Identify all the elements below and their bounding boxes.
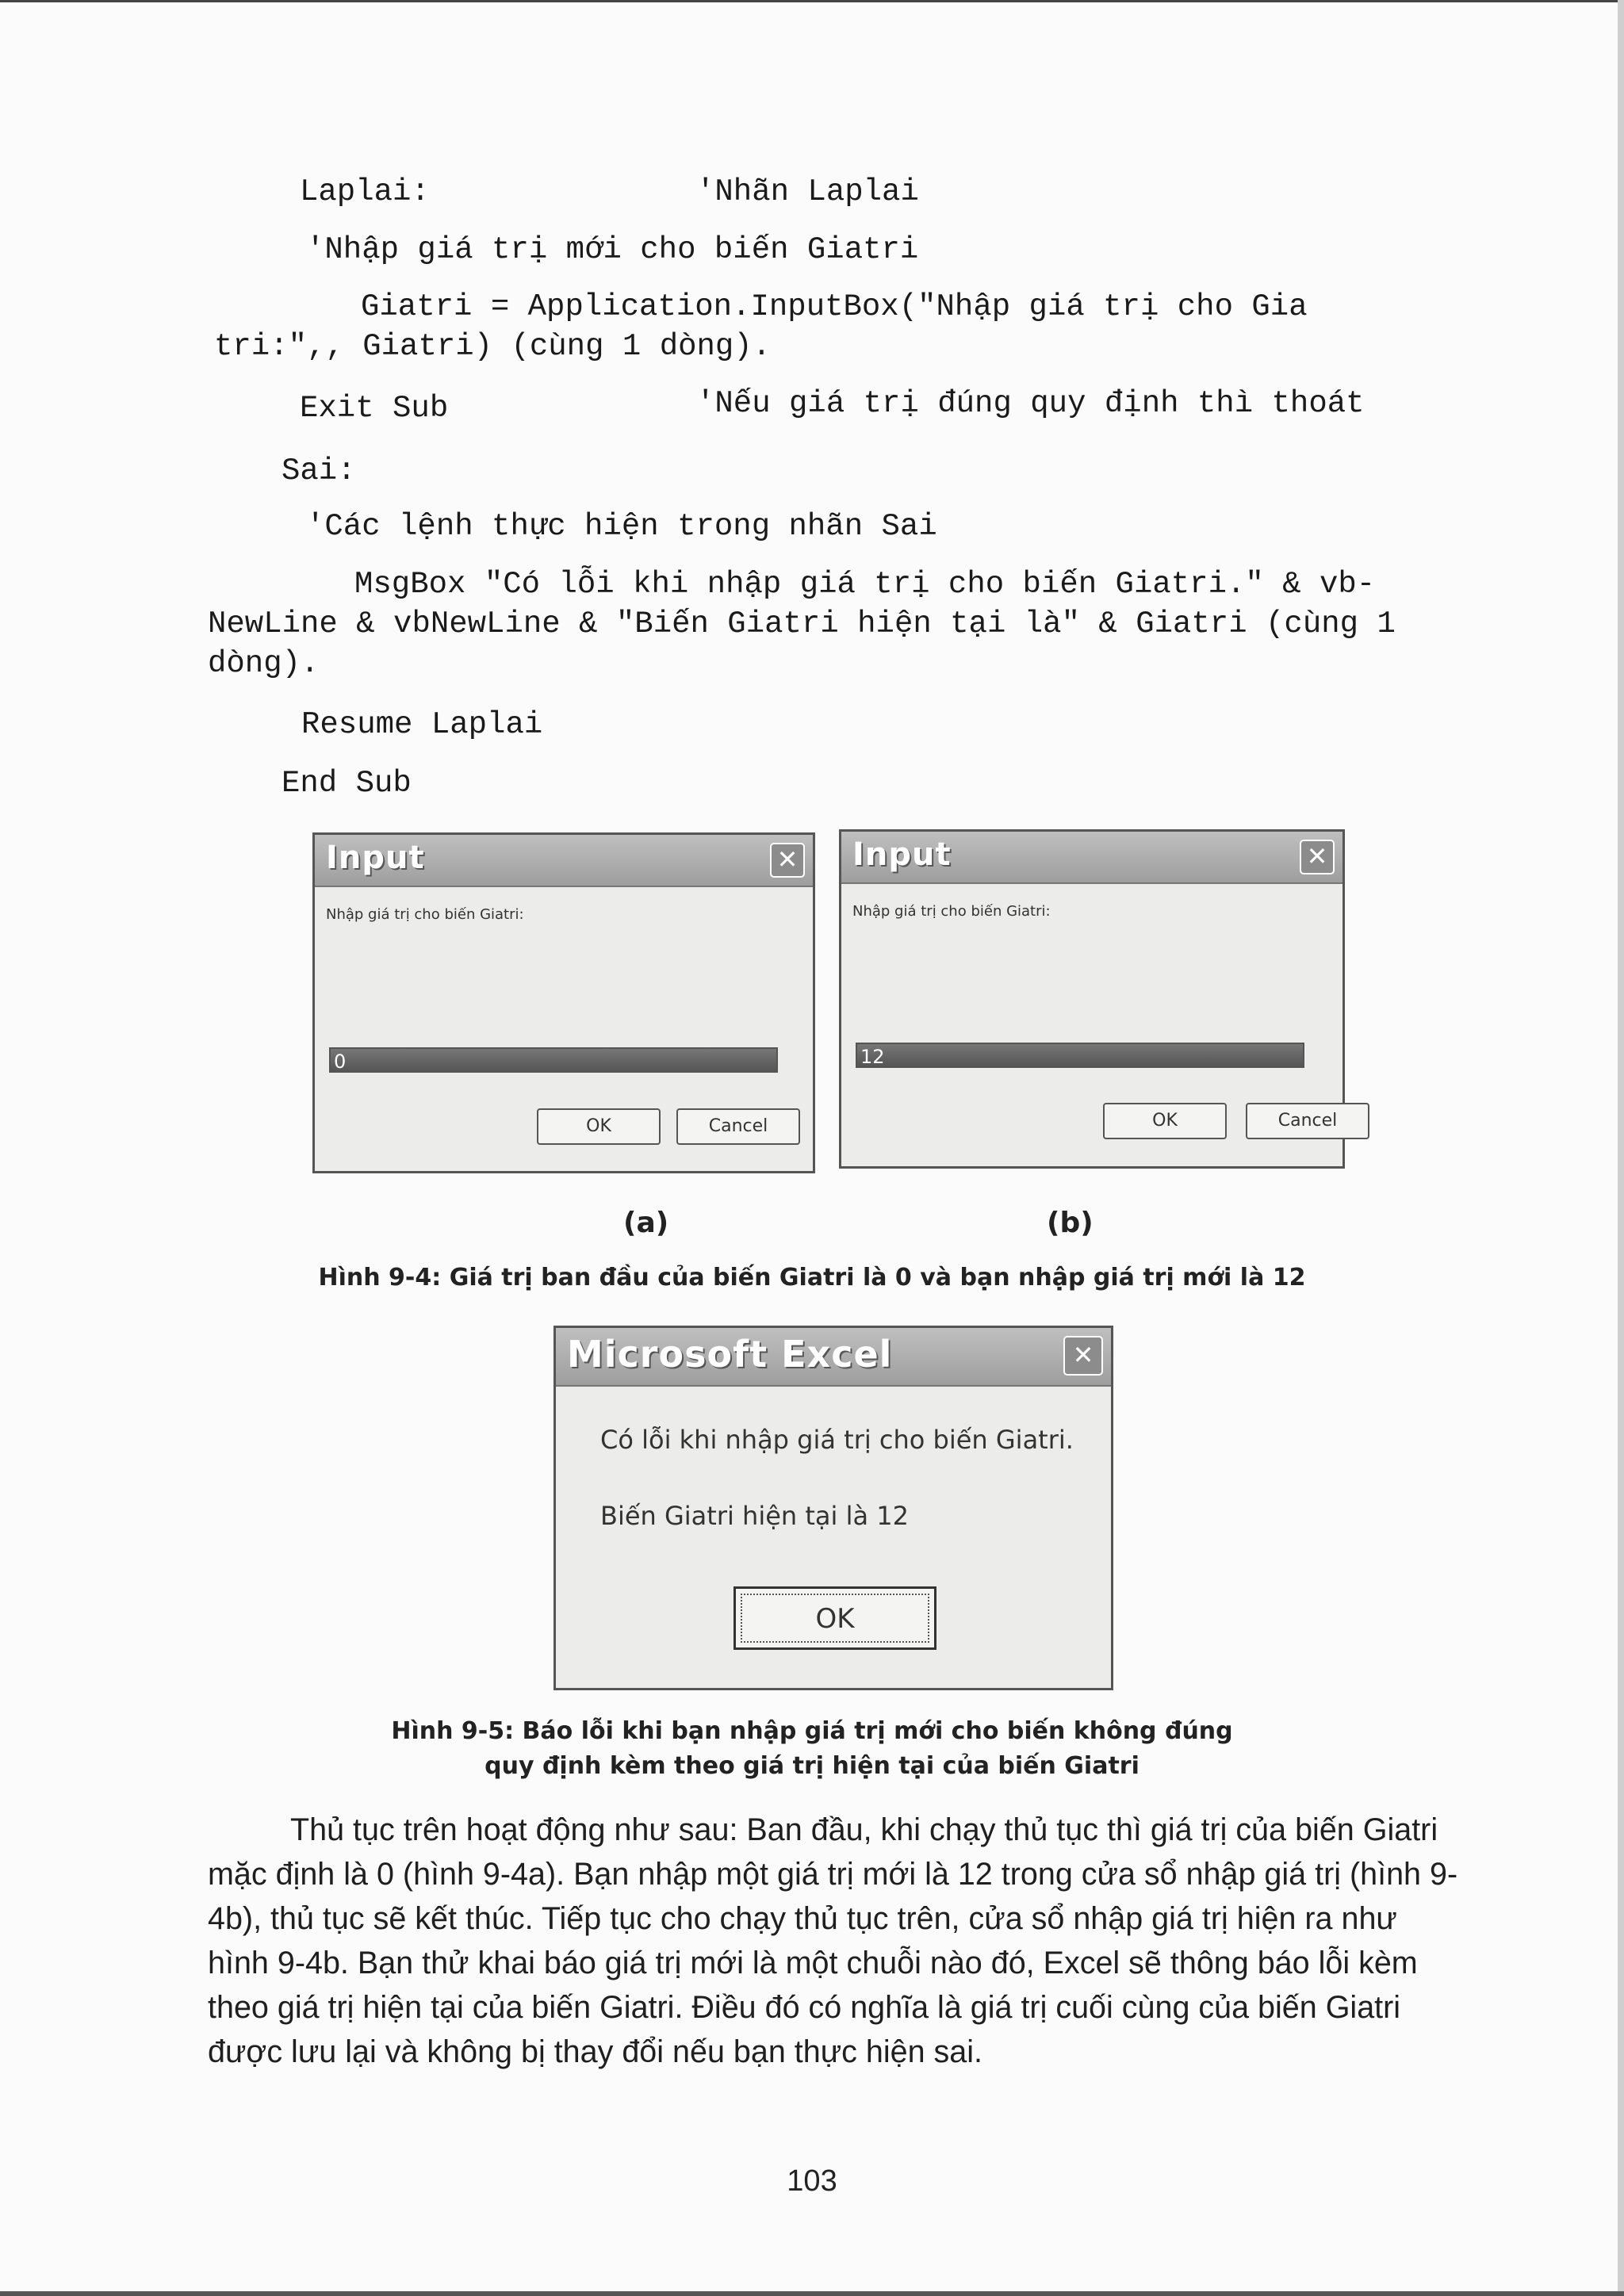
code-comment-exit: 'Nếu giá trị đúng quy định thì thoát <box>696 386 1365 421</box>
code-comment-laplai: 'Nhãn Laplai <box>696 174 919 209</box>
dialog-a-cancel-button[interactable]: Cancel <box>676 1108 800 1145</box>
code-label-sai: Sai: <box>282 453 356 488</box>
code-label-laplai: Laplai: <box>300 174 430 209</box>
close-icon[interactable]: ✕ <box>770 843 805 878</box>
top-rule <box>0 0 1624 2</box>
dialog-b-title: Input <box>852 836 952 873</box>
code-resume: Resume Laplai <box>301 707 543 742</box>
dialog-a-titlebar <box>315 835 813 887</box>
msgbox-line1: Có lỗi khi nhập giá trị cho biến Giatri. <box>600 1425 1074 1455</box>
dialog-b-ok-button[interactable]: OK <box>1103 1103 1227 1139</box>
dialog-b-prompt: Nhập giá trị cho biến Giatri: <box>852 903 1051 920</box>
msgbox-dialog <box>553 1326 1113 1690</box>
dialog-a-value-input[interactable]: 0 <box>329 1047 778 1073</box>
input-dialog-b <box>839 829 1345 1169</box>
code-comment-sai: 'Các lệnh thực hiện trong nhãn Sai <box>306 509 937 544</box>
sublabel-a: (a) <box>623 1207 669 1239</box>
code-end-sub: End Sub <box>282 766 412 801</box>
dialog-a-ok-button[interactable]: OK <box>537 1108 661 1145</box>
figure-9-5-caption-line2: quy định kèm theo giá trị hiện tại của biến Giatri <box>485 1752 1139 1780</box>
dialog-b-titlebar <box>841 832 1342 884</box>
input-dialog-a <box>312 832 815 1173</box>
msgbox-line2: Biến Giatri hiện tại là 12 <box>600 1501 909 1531</box>
msgbox-title: Microsoft Excel <box>567 1333 893 1376</box>
figure-9-4-caption: Hình 9-4: Giá trị ban đầu của biến Giatri là 0 và bạn nhập giá trị mới là 12 <box>318 1264 1306 1292</box>
code-exit-sub: Exit Sub <box>300 391 449 426</box>
bottom-rule <box>0 2291 1624 2296</box>
msgbox-ok-label: OK <box>741 1594 929 1643</box>
scan-edge <box>1618 0 1624 2296</box>
body-paragraph: Thủ tục trên hoạt động như sau: Ban đầu, khi chạy thủ tục thì giá trị của biến Giatri mặc định là 0 (hình 9-4a). Bạn nhập một giá trị mới là 12 trong cửa sổ nhập giá trị (hình 9-4b), thủ tục sẽ kết thúc. Tiếp tục cho chạy thủ tục trên, cửa sổ nhập giá trị hiện ra như hình 9-4b. Bạn thử khai báo giá trị mới là một chuỗi nào đó, Excel sẽ thông báo lỗi kèm theo giá trị hiện tại của biến Giatri. Điều đó có nghĩa là giá trị cuối cùng của biến Giatri được lưu lại và không bị thay đổi nếu bạn thực hiện sai. <box>208 1812 1458 2069</box>
code-comment-input: 'Nhập giá trị mới cho biến Giatri <box>306 232 919 267</box>
code-giatri-assign: Giatri = Application.InputBox("Nhập giá trị cho Gia tri:",, Giatri) (cùng 1 dòng). <box>214 289 1308 364</box>
msgbox-titlebar <box>556 1328 1111 1387</box>
sublabel-b: (b) <box>1047 1207 1094 1239</box>
figure-9-5-caption-line1: Hình 9-5: Báo lỗi khi bạn nhập giá trị mới cho biến không đúng <box>391 1717 1233 1745</box>
page-number: 103 <box>787 2164 837 2198</box>
dialog-a-prompt: Nhập giá trị cho biến Giatri: <box>326 906 524 923</box>
msgbox-ok-button[interactable] <box>733 1586 936 1650</box>
dialog-b-value-input[interactable]: 12 <box>856 1043 1304 1068</box>
dialog-a-title: Input <box>326 840 425 876</box>
close-icon[interactable]: ✕ <box>1063 1336 1103 1376</box>
code-msgbox-stmt: MsgBox "Có lỗi khi nhập giá trị cho biến Giatri." & vb-NewLine & vbNewLine & "Biến Giatri hiện tại là" & Giatri (cùng 1 dòng). <box>208 567 1396 681</box>
dialog-b-cancel-button[interactable]: Cancel <box>1246 1103 1369 1139</box>
close-icon[interactable]: ✕ <box>1300 840 1335 874</box>
